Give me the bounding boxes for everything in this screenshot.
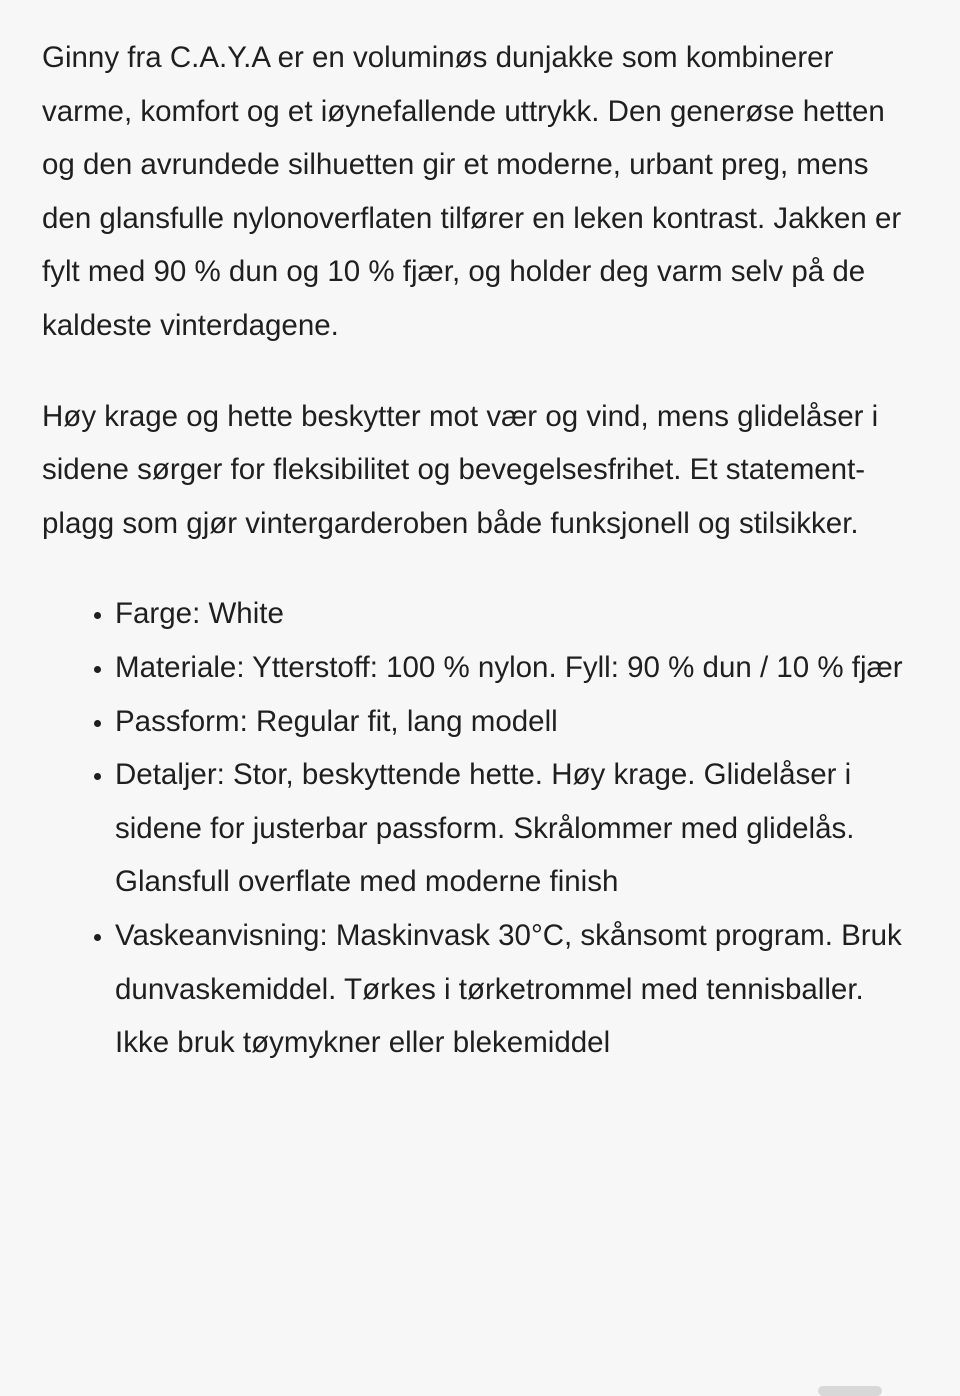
bottom-sheet-handle[interactable]: [818, 1386, 882, 1396]
description-paragraph: Høy krage og hette beskytter mot vær og vind, mens glidelåser i sidene sørger for fleksibilitet og bevegelsesfrihet. Et statement-plagg som gjør vintergarderoben både funksjonell og stilsikker.: [42, 399, 879, 540]
detail-color: • Farge: White: [115, 587, 918, 641]
product-details-list: [42, 587, 918, 1069]
description-paragraph: Ginny fra C.A.Y.A er en voluminøs dunjakke som kombinerer varme, komfort og et iøynefallende uttrykk. Den generøse hetten og den avrundede silhuetten gir et moderne, urbant preg, mens den glansfulle nylonoverflaten tilfører en leken kontrast. Jakken er fylt med 90 % dun og 10 % fjær, og holder deg varm selv på de kaldeste vinterdagene.: [42, 41, 902, 342]
detail-fit: • Passform: Regular fit, lang modell: [115, 695, 918, 749]
detail-care: • Vaskeanvisning: Maskinvask 30°C, skånsomt program. Bruk dunvaskemiddel. Tørkes i tørketrommel med tennisballer. Ikke bruk tøymykner eller blekemiddel: [115, 909, 918, 1070]
detail-features: • Detaljer: Stor, beskyttende hette. Høy krage. Glidelåser i sidene for justerbar passform. Skrålommer med glidelås. Glansfull overflate med moderne finish: [115, 748, 918, 909]
detail-material: • Materiale: Ytterstoff: 100 % nylon. Fyll: 90 % dun / 10 % fjær: [115, 641, 918, 695]
